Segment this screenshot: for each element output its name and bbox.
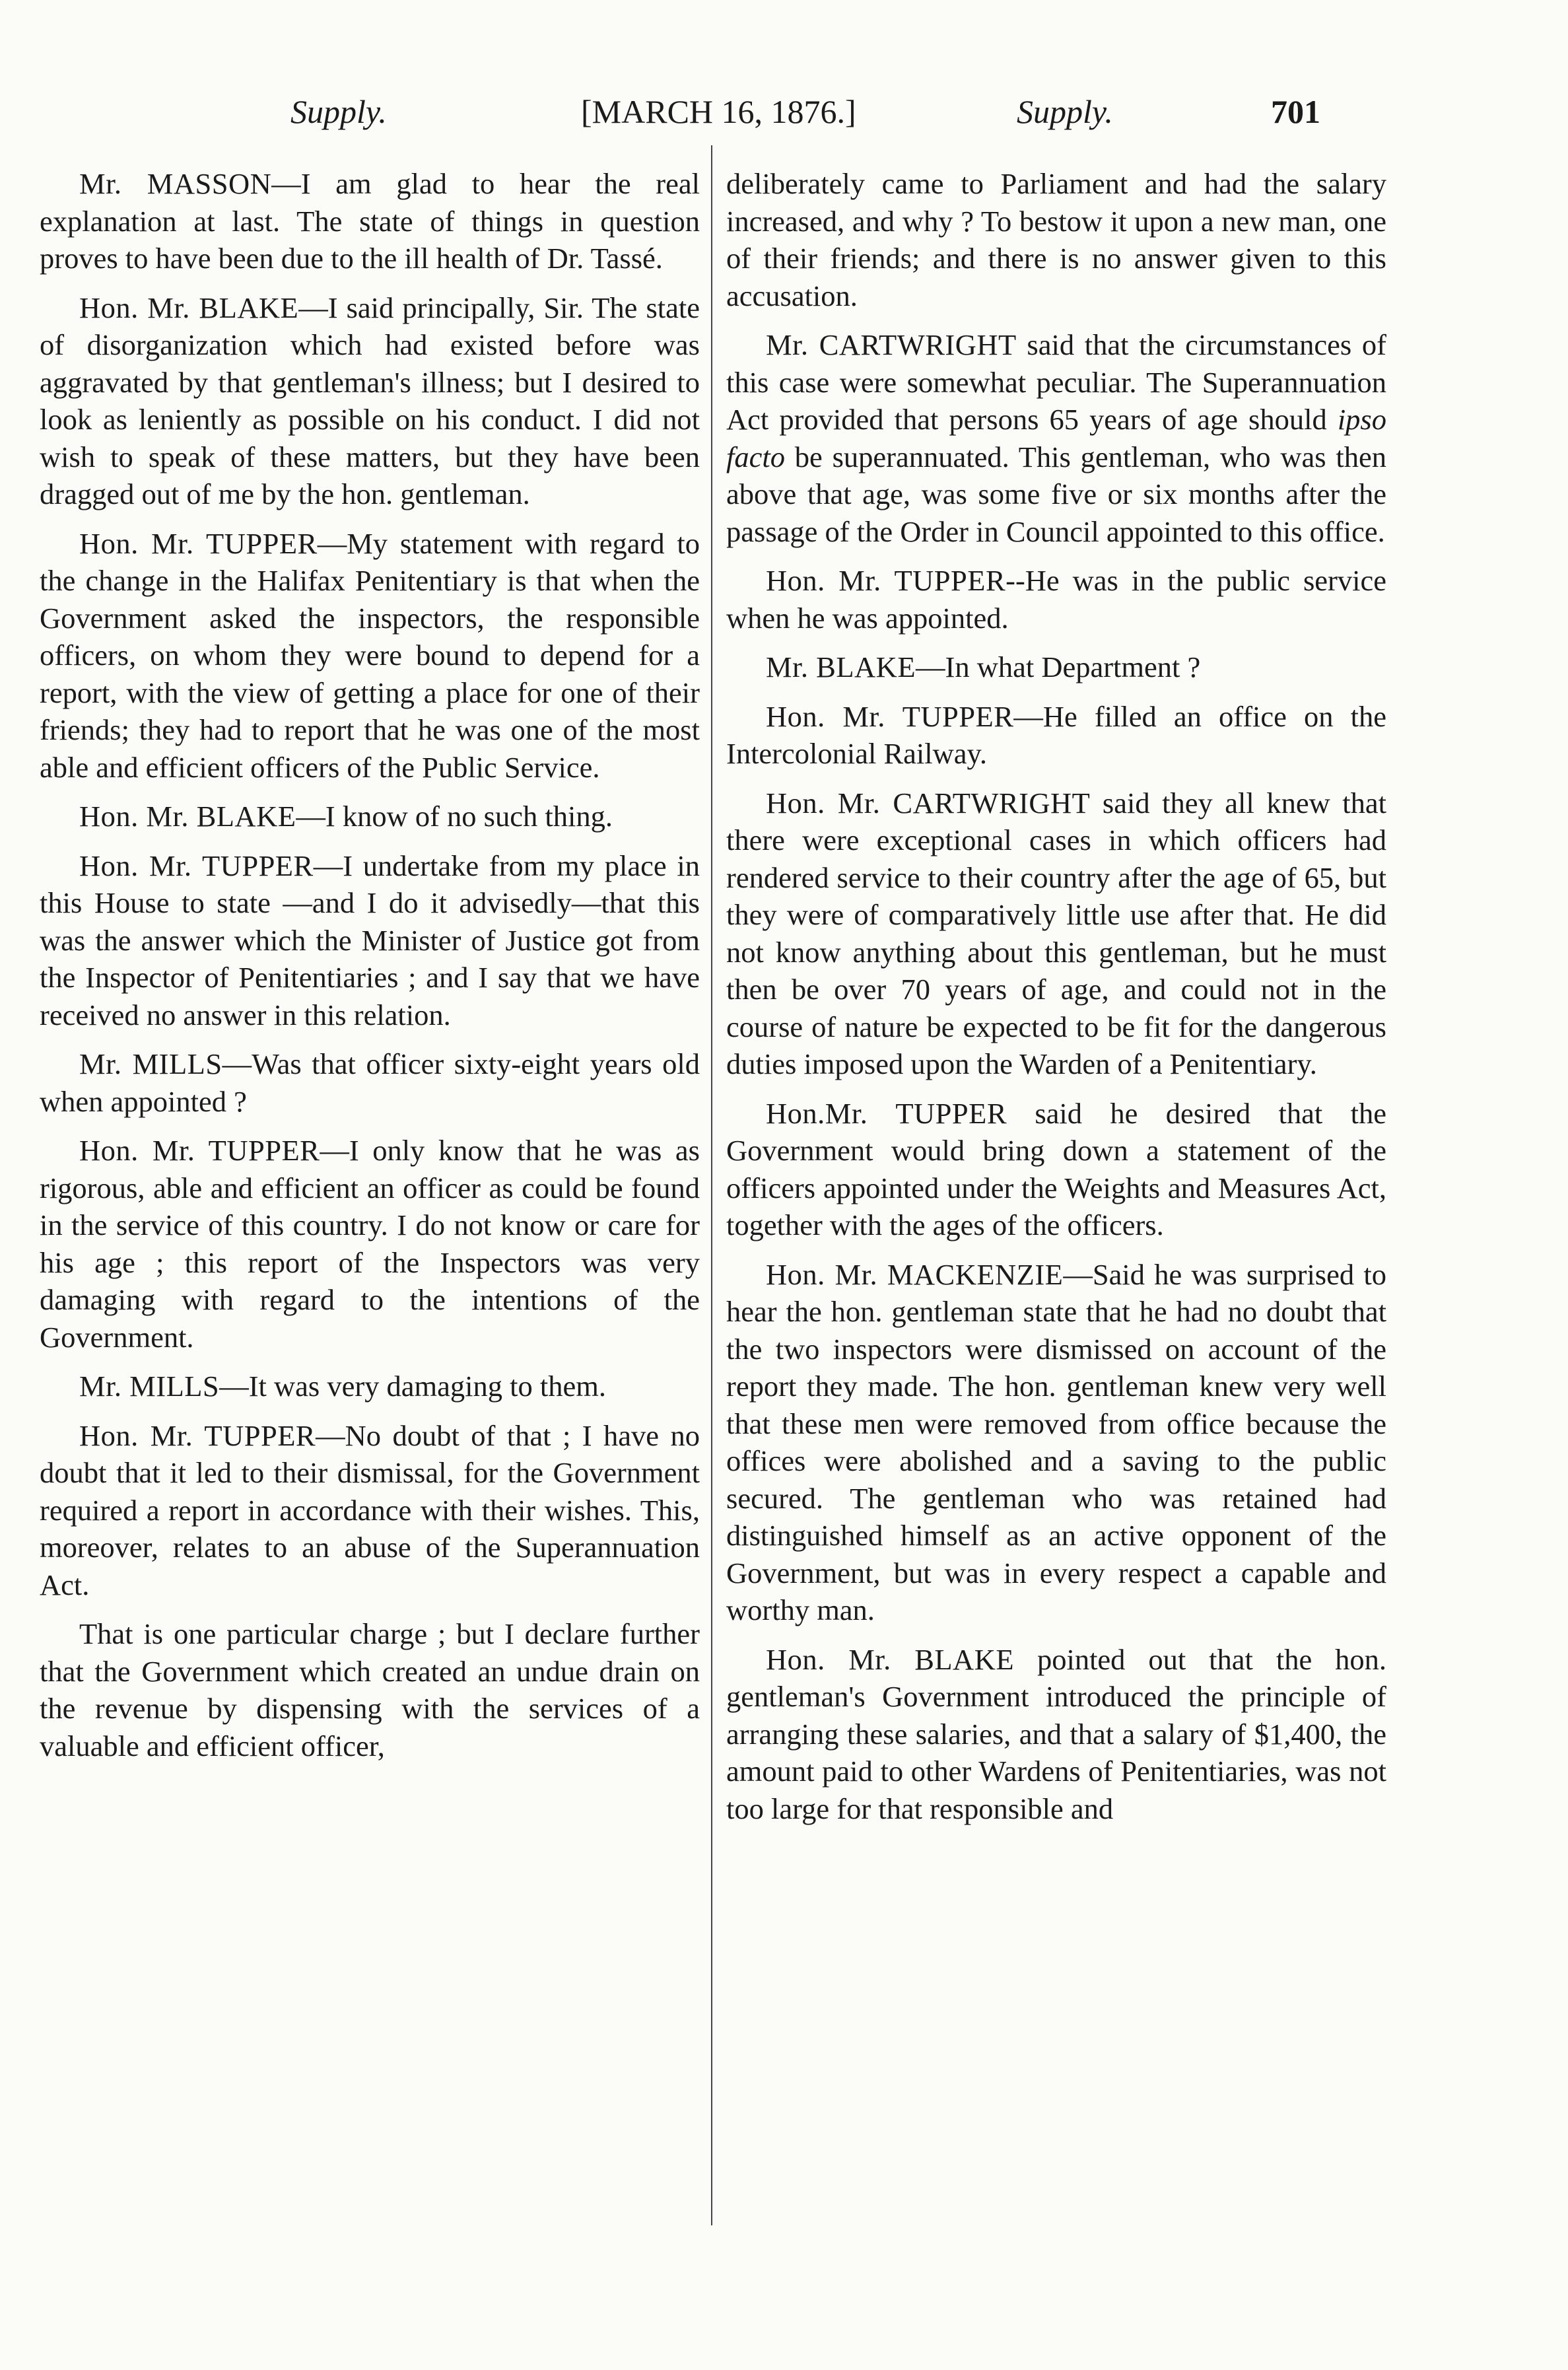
speech-text: —Was that officer sixty-eight years old when appointed ?: [40, 1047, 700, 1118]
paragraph: [40, 1615, 700, 1764]
paragraph: [726, 784, 1386, 1083]
header-left-title: Supply.: [290, 93, 387, 130]
speech-text: —Said he was surprised to hear the hon. gentleman state that he had no doubt that the two inspectors were dismissed on account of the report they made. The hon. gentleman knew very well that these men were removed from office because the offices were abolished and a saving to the public secured. The gentleman who was retained had distinguished himself as an active opponent of the Government, but was in every respect a capable and worthy man.: [726, 1257, 1386, 1626]
column-divider: [711, 145, 712, 2225]
speaker-name: Hon. Mr. BLAKE: [79, 800, 296, 833]
speaker-name: Hon. Mr. BLAKE: [766, 1642, 1015, 1676]
speech-text: —I said principally, Sir. The state of disorganization which had existed before was aggravated by that gentleman's illness; but I desired to look as leniently as possible on his conduct. I did not wish to speak of these matters, but they have been dragged out of me by the hon. gentleman.: [40, 291, 700, 510]
speech-text: pointed out that the hon. gentleman's Government introduced the principle of arranging these salaries, and that a salary of $1,400, the amount paid to other Wardens of Penitentiaries, was not too large for that responsible and: [726, 1642, 1386, 1825]
speech-text: —It was very damaging to them.: [219, 1370, 606, 1403]
paragraph: [726, 1641, 1386, 1828]
speech-text: deliberately came to Parliament and had the salary increased, and why ? To bestow it upon a new man, one of their friends; and there is no answer given to this accusation.: [726, 167, 1386, 312]
speaker-name: Hon. Mr. TUPPER: [79, 526, 318, 560]
speaker-name: Mr. BLAKE: [766, 650, 916, 683]
speech-text: said they all knew that there were exceptional cases in which officers had rendered service to their country after the age of 65, but they were of comparatively little use after that. He did not know anything about this gentleman, but he must then be over 70 years of age, and could not in the course of nature be expected to be fit for the dangerous duties imposed upon the Warden of a Penitentiary.: [726, 786, 1386, 1080]
page-number: 701: [1271, 93, 1320, 130]
speech-text: —I only know that he was as rigorous, able and efficient an officer as could be found in the service of this country. I do not know or care for his age ; this report of the Inspectors was very damaging with regard to the intentions of the Government.: [40, 1134, 700, 1354]
speech-text: —No doubt of that ; I have no doubt that it led to their dismissal, for the Government required a report in accordance with their wishes. This, moreover, relates to an abuse of the Superannuation Act.: [40, 1418, 700, 1601]
speaker-name: Hon. Mr. CARTWRIGHT: [766, 786, 1091, 819]
speaker-name: Hon. Mr. BLAKE: [79, 291, 299, 324]
paragraph: [726, 698, 1386, 773]
speaker-name: Mr. MILLS: [79, 1047, 222, 1080]
speech-text: —He filled an office on the Intercolonial Railway.: [726, 699, 1386, 770]
paragraph: [726, 1095, 1386, 1244]
speaker-name: Hon. Mr. TUPPER: [766, 699, 1014, 733]
paragraph: [40, 289, 700, 513]
speaker-name: Hon. Mr. TUPPER: [79, 1134, 320, 1167]
header-right-title: Supply.: [1017, 93, 1113, 130]
paragraph: [40, 165, 700, 277]
speech-text: That is one particular charge ; but I declare further that the Government which created an undue drain on the revenue by dispensing with the services of a valuable and efficient officer,: [40, 1617, 700, 1762]
header-date: [MARCH 16, 1876.]: [581, 93, 856, 130]
paragraph: [40, 1368, 700, 1405]
speech-text: --He was in the public service when he was appointed.: [726, 564, 1386, 635]
paragraph: [40, 1045, 700, 1120]
speaker-name: Hon. Mr. TUPPER: [79, 1418, 316, 1452]
speech-text: —In what Department ?: [916, 650, 1201, 683]
paragraph: [40, 798, 700, 835]
speech-text-continued: be superannuated. This gentleman, who was then above that age, was some five or six months after the passage of the Order in Council appointed to this office.: [726, 440, 1386, 548]
speaker-name: Mr. CARTWRIGHT: [766, 328, 1017, 361]
speaker-name: Hon. Mr. TUPPER: [766, 564, 1006, 597]
speaker-name: Mr. MASSON: [79, 167, 272, 200]
page-header: [290, 92, 1320, 145]
paragraph: [726, 562, 1386, 637]
speaker-name: Hon.Mr. TUPPER: [766, 1096, 1007, 1130]
paragraph: [40, 847, 700, 1034]
speech-text: said that the circumstances of this case were somewhat peculiar. The Superannuation Act provided that persons 65 years of age should: [726, 328, 1386, 436]
paragraph: [40, 1417, 700, 1604]
speech-text: —I am glad to hear the real explanation at last. The state of things in question proves to have been due to the ill health of Dr. Tassé.: [40, 167, 700, 275]
paragraph: [40, 525, 700, 786]
paragraph: [726, 1256, 1386, 1629]
paragraph: [726, 648, 1386, 686]
right-column: [726, 165, 1386, 2278]
speaker-name: Hon. Mr. MACKENZIE: [766, 1257, 1064, 1291]
paragraph: [726, 326, 1386, 550]
speech-text: —I undertake from my place in this House to state —and I do it advisedly—that this was the answer which the Minister of Justice got from the Inspector of Penitentiaries ; and I say that we have received no answer in this relation.: [40, 849, 700, 1031]
latin-phrase: ipso facto: [726, 403, 1386, 473]
paragraph: [40, 1132, 700, 1356]
speech-text: —My statement with regard to the change in the Halifax Penitentiary is that when the Government asked the inspectors, the responsible officers, on whom they were bound to depend for a report, with the view of getting a place for one of their friends; they had to report that he was one of the most able and efficient officers of the Public Service.: [40, 526, 700, 784]
paragraph-continuation: [726, 165, 1386, 314]
left-column: [40, 165, 700, 2278]
speech-text: said he desired that the Government would bring down a statement of the officers appointed under the Weights and Measures Act, together with the ages of the officers.: [726, 1096, 1386, 1241]
speaker-name: Hon. Mr. TUPPER: [79, 849, 314, 882]
speech-text: —I know of no such thing.: [296, 800, 613, 833]
speaker-name: Mr. MILLS: [79, 1370, 220, 1403]
